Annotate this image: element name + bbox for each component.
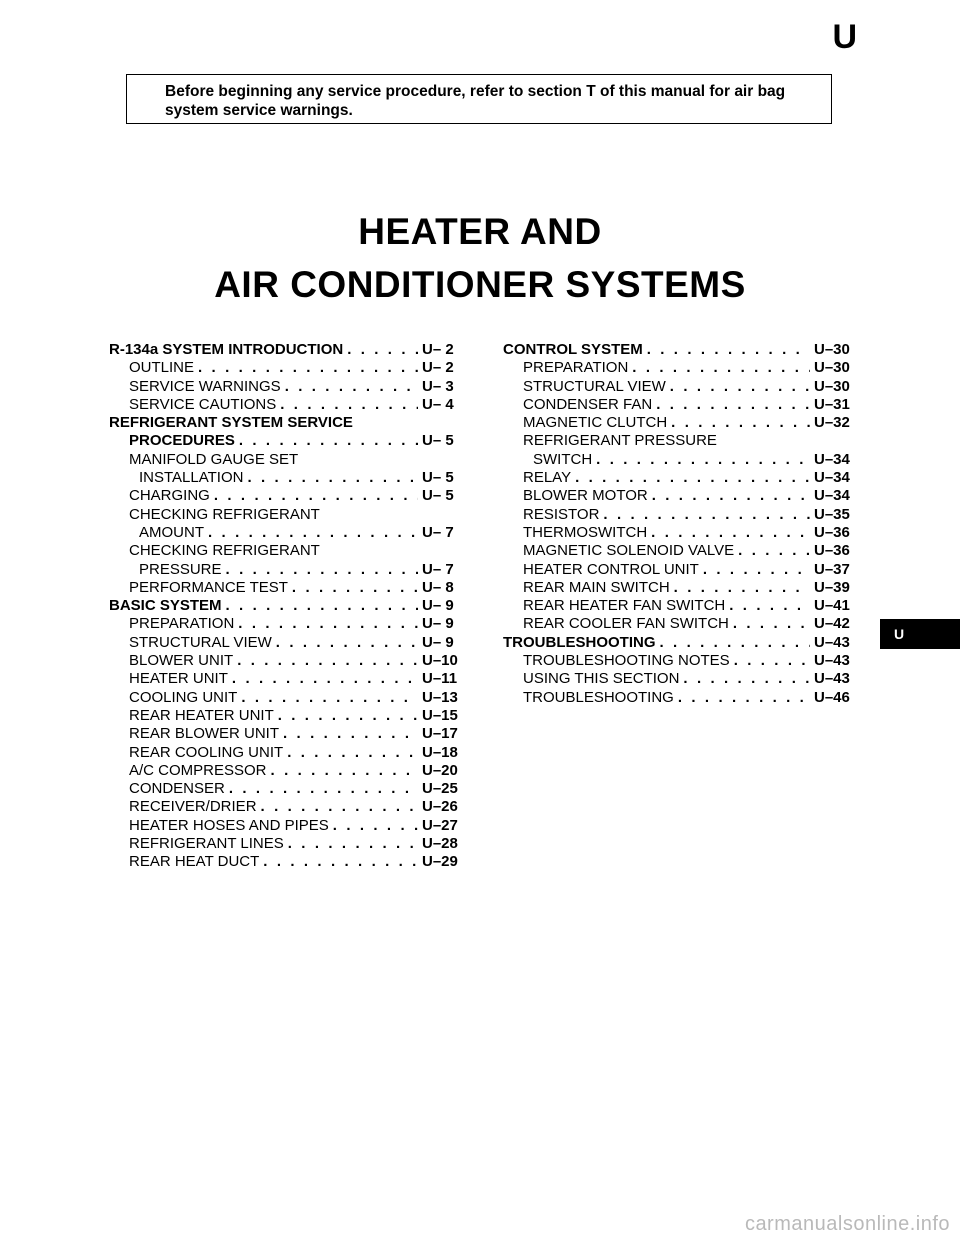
toc-entry[interactable] — [109, 561, 462, 579]
toc-leader-dots — [596, 451, 810, 469]
toc-page-number: U–13 — [422, 688, 458, 706]
toc-entry-label: MAGNETIC SOLENOID VALVE — [523, 542, 735, 560]
toc-leader-dots — [347, 341, 418, 359]
toc-page-number: U–29 — [422, 853, 458, 871]
toc-leader-dots — [734, 652, 810, 670]
toc-entry-label: RESISTOR — [523, 505, 600, 523]
toc-leader-dots — [247, 469, 418, 487]
toc-page-number: U–34 — [814, 487, 850, 505]
toc-leader-dots — [271, 762, 418, 780]
toc-entry-label: RECEIVER/DRIER — [129, 798, 257, 816]
toc-leader-dots — [263, 853, 418, 871]
toc-entry-label: BASIC SYSTEM — [109, 597, 222, 615]
toc-page-number: U–35 — [814, 505, 850, 523]
toc-entry-label: HEATER UNIT — [129, 670, 228, 688]
toc-entry-label: REAR HEATER FAN SWITCH — [523, 597, 726, 615]
toc-heading-line: CHECKING REFRIGERANT — [129, 505, 320, 523]
toc-page-number: U– 5 — [422, 469, 454, 487]
toc-entry[interactable] — [109, 469, 462, 487]
toc-entry-label: PROCEDURES — [129, 432, 235, 450]
toc-entry[interactable] — [503, 506, 854, 524]
toc-entry-label: USING THIS SECTION — [523, 670, 680, 688]
toc-page-number: U–41 — [814, 597, 850, 615]
toc-entry-label: CONDENSER — [129, 780, 225, 798]
toc-page-number: U– 9 — [422, 615, 454, 633]
toc-entry[interactable] — [109, 762, 462, 780]
toc-page-number: U– 2 — [422, 341, 454, 358]
toc-leader-dots — [288, 835, 418, 853]
toc-leader-dots — [632, 359, 810, 377]
toc-heading-line: MANIFOLD GAUGE SET — [129, 450, 299, 468]
toc-leader-dots — [660, 634, 811, 652]
toc-entry-label: CHARGING — [129, 487, 210, 505]
toc-leader-dots — [237, 652, 418, 670]
toc-leader-dots — [214, 487, 418, 505]
toc-entry-label: RELAY — [523, 469, 572, 487]
toc-entry-label: CONTROL SYSTEM — [503, 341, 643, 358]
side-tab-label: U — [894, 626, 905, 642]
toc-page-number: U–18 — [422, 743, 458, 761]
toc-entry-label: MAGNETIC CLUTCH — [523, 414, 668, 432]
toc-entry-label: REAR COOLER FAN SWITCH — [523, 615, 729, 633]
toc-page-number: U–37 — [814, 560, 850, 578]
toc-leader-dots — [683, 670, 810, 688]
toc-entry[interactable] — [109, 341, 462, 359]
toc-page-number: U– 4 — [422, 395, 454, 413]
toc-page-number: U–17 — [422, 725, 458, 743]
toc-page-number: U–34 — [814, 450, 850, 468]
toc-page-number: U– 9 — [422, 597, 454, 615]
toc-leader-dots — [671, 414, 810, 432]
toc-entry-label: REFRIGERANT LINES — [129, 835, 284, 853]
toc-leader-dots — [198, 359, 418, 377]
toc-entry-label: REAR HEATER UNIT — [129, 706, 274, 724]
toc-entry[interactable] — [109, 524, 462, 542]
watermark-url: carmanualsonline.info — [744, 1213, 950, 1235]
toc-entry[interactable] — [503, 597, 854, 615]
toc-entry[interactable] — [109, 615, 462, 633]
toc-leader-dots — [678, 689, 810, 707]
toc-page-number: U–30 — [814, 377, 850, 395]
toc-entry-label: TROUBLESHOOTING — [503, 633, 656, 651]
toc-heading-line: CHECKING REFRIGERANT — [129, 542, 320, 560]
toc-page-number: U– 9 — [422, 633, 454, 651]
toc-page-number: U– 8 — [422, 578, 454, 596]
toc-entry-label: REAR BLOWER UNIT — [129, 725, 280, 743]
toc-entry[interactable] — [109, 378, 462, 396]
toc-entry[interactable] — [109, 817, 462, 835]
toc-page-number: U–42 — [814, 615, 850, 633]
toc-leader-dots — [603, 506, 810, 524]
toc-entry[interactable] — [109, 689, 462, 707]
toc-entry[interactable] — [109, 725, 462, 743]
toc-page-number: U–26 — [422, 798, 458, 816]
toc-entry[interactable] — [503, 524, 854, 542]
toc-leader-dots — [652, 487, 810, 505]
toc-page-number: U–20 — [422, 761, 458, 779]
toc-entry[interactable] — [109, 432, 462, 450]
toc-leader-dots — [287, 744, 418, 762]
toc-entry[interactable] — [503, 652, 854, 670]
toc-entry[interactable] — [503, 378, 854, 396]
toc-entry[interactable] — [503, 579, 854, 597]
toc-left-column — [109, 341, 462, 872]
toc-leader-dots — [283, 725, 418, 743]
toc-entry[interactable] — [109, 634, 462, 652]
toc-entry-label: SERVICE WARNINGS — [129, 377, 281, 395]
toc-page-number: U–36 — [814, 542, 850, 560]
toc-leader-dots — [229, 780, 418, 798]
toc-entry-label: SERVICE CAUTIONS — [129, 395, 277, 413]
toc-entry-label: CONDENSER FAN — [523, 395, 653, 413]
toc-entry[interactable] — [109, 597, 462, 615]
toc-entry[interactable] — [503, 341, 854, 359]
page-title-line-1: HEATER AND — [358, 211, 602, 252]
toc-leader-dots — [208, 524, 418, 542]
toc-leader-dots — [333, 817, 418, 835]
toc-entry[interactable] — [109, 835, 462, 853]
toc-page-number: U–36 — [814, 523, 850, 541]
toc-entry[interactable] — [503, 670, 854, 688]
toc-entry-label: PRESSURE — [139, 560, 222, 578]
toc-entry-label: OUTLINE — [129, 359, 195, 377]
toc-entry[interactable] — [109, 396, 462, 414]
toc-page-number: U– 5 — [422, 487, 454, 505]
page-title-line-2: AIR CONDITIONER SYSTEMS — [214, 264, 746, 305]
toc-leader-dots — [703, 561, 810, 579]
toc-entry-label: HEATER CONTROL UNIT — [523, 560, 699, 578]
toc-leader-dots — [261, 798, 418, 816]
toc-page-number: U–10 — [422, 652, 458, 670]
toc-entry[interactable] — [109, 487, 462, 505]
toc-page-number: U–43 — [814, 652, 850, 670]
toc-leader-dots — [278, 707, 418, 725]
toc-entry[interactable] — [503, 542, 854, 560]
toc-entry[interactable] — [503, 634, 854, 652]
toc-entry[interactable] — [503, 487, 854, 505]
toc-entry-label: PERFORMANCE TEST — [129, 578, 288, 596]
toc-entry-label: PREPARATION — [523, 359, 629, 377]
toc-entry-label: SWITCH — [533, 450, 593, 468]
toc-entry[interactable] — [109, 744, 462, 762]
toc-leader-dots — [232, 670, 418, 688]
toc-leader-dots — [292, 579, 418, 597]
toc-leader-dots — [276, 634, 418, 652]
toc-entry[interactable] — [109, 652, 462, 670]
toc-entry[interactable] — [109, 579, 462, 597]
toc-entry[interactable] — [109, 798, 462, 816]
toc-entry-label: BLOWER MOTOR — [523, 487, 648, 505]
toc-entry-label: REAR HEAT DUCT — [129, 853, 260, 871]
toc-entry[interactable] — [503, 469, 854, 487]
toc-entry-label: BLOWER UNIT — [129, 652, 234, 670]
toc-entry[interactable] — [503, 615, 854, 633]
toc-entry[interactable] — [503, 396, 854, 414]
toc-entry-label: PREPARATION — [129, 615, 235, 633]
toc-page-number: U–32 — [814, 414, 850, 432]
toc-leader-dots — [738, 542, 810, 560]
toc-entry[interactable] — [503, 414, 854, 432]
toc-entry[interactable] — [503, 689, 854, 707]
toc-entry[interactable] — [503, 451, 854, 469]
toc-entry-label: A/C COMPRESSOR — [129, 761, 267, 779]
toc-leader-dots — [280, 396, 418, 414]
toc-leader-dots — [238, 615, 418, 633]
toc-leader-dots — [241, 689, 418, 707]
toc-page-number: U–39 — [814, 578, 850, 596]
toc-page-number: U–34 — [814, 469, 850, 487]
toc-leader-dots — [670, 378, 810, 396]
toc-page-number: U– 3 — [422, 377, 454, 395]
toc-entry-label: COOLING UNIT — [129, 688, 238, 706]
toc-leader-dots — [651, 524, 810, 542]
toc-page-number: U–30 — [814, 341, 850, 358]
toc-entry-label: TROUBLESHOOTING — [523, 688, 674, 706]
toc-entry[interactable] — [503, 561, 854, 579]
toc-entry[interactable] — [109, 670, 462, 688]
toc-page-number: U–15 — [422, 706, 458, 724]
toc-entry-label: THERMOSWITCH — [523, 523, 648, 541]
toc-page-number: U–25 — [422, 780, 458, 798]
toc-leader-dots — [226, 561, 418, 579]
toc-entry[interactable] — [503, 359, 854, 377]
toc-page-number: U–11 — [422, 670, 458, 688]
toc-leader-dots — [674, 579, 810, 597]
warning-box — [126, 74, 832, 124]
toc-leader-dots — [575, 469, 810, 487]
toc-entry-label: REAR MAIN SWITCH — [523, 578, 670, 596]
toc-leader-dots — [733, 615, 810, 633]
toc-leader-dots — [656, 396, 810, 414]
toc-leader-dots — [729, 597, 810, 615]
toc-page-number: U– 7 — [422, 523, 454, 541]
toc-entry-label: REAR COOLING UNIT — [129, 743, 284, 761]
toc-page-number: U–31 — [814, 395, 850, 413]
toc-entry-label: HEATER HOSES AND PIPES — [129, 816, 329, 834]
toc-page-number: U–27 — [422, 816, 458, 834]
toc-entry-label: TROUBLESHOOTING NOTES — [523, 652, 730, 670]
toc-leader-dots — [239, 432, 418, 450]
toc-entry-label: INSTALLATION — [139, 469, 244, 487]
toc-entry-label: AMOUNT — [139, 523, 204, 541]
toc-page-number: U–28 — [422, 835, 458, 853]
toc-page-number: U– 7 — [422, 560, 454, 578]
toc-heading-line: REFRIGERANT SYSTEM SERVICE — [109, 414, 353, 432]
toc-entry[interactable] — [109, 359, 462, 377]
warning-text: Before beginning any service procedure, refer to section T of this manual for air bag system service warnings. — [165, 83, 786, 119]
toc-page-number: U–43 — [814, 633, 850, 651]
toc-entry[interactable] — [109, 780, 462, 798]
toc-page-number: U–43 — [814, 670, 850, 688]
toc-entry-label: STRUCTURAL VIEW — [523, 377, 666, 395]
section-side-tab[interactable] — [880, 619, 960, 649]
toc-leader-dots — [647, 341, 810, 359]
toc-page-number: U– 5 — [422, 432, 454, 450]
toc-page-number: U–46 — [814, 688, 850, 706]
toc-leader-dots — [226, 597, 418, 615]
toc-entry-label: STRUCTURAL VIEW — [129, 633, 272, 651]
toc-entry[interactable] — [109, 853, 462, 871]
toc-page-number: U– 2 — [422, 359, 454, 377]
section-letter: U — [832, 18, 857, 56]
toc-entry[interactable] — [109, 707, 462, 725]
toc-page-number: U–30 — [814, 359, 850, 377]
toc-leader-dots — [285, 378, 418, 396]
toc-right-column — [503, 341, 854, 707]
toc-heading-line: REFRIGERANT PRESSURE — [523, 432, 717, 450]
toc-entry-label: R-134a SYSTEM INTRODUCTION — [109, 341, 344, 358]
